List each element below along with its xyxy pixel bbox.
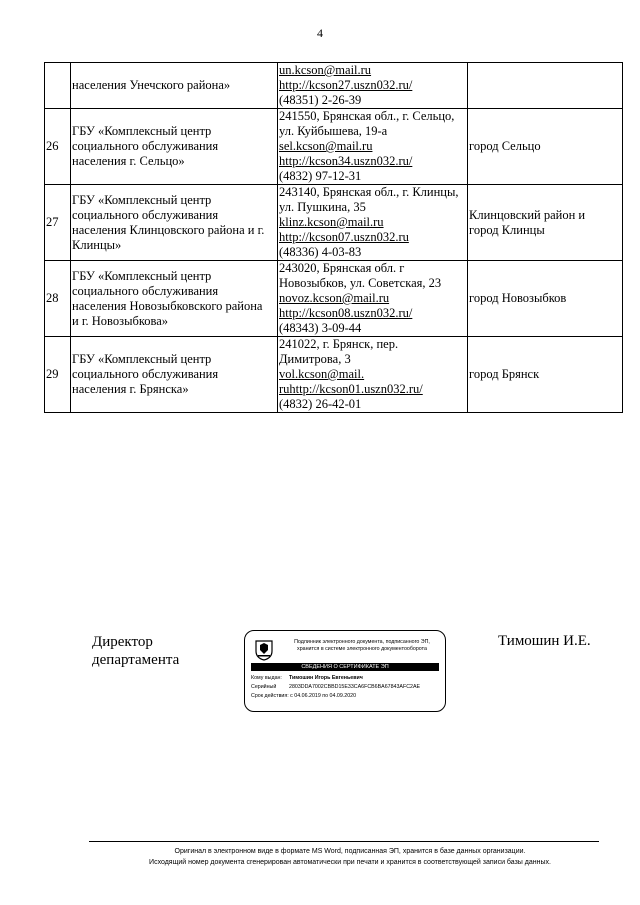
contact-line: 243020, Брянская обл. г xyxy=(279,261,405,275)
service-area-line: город Новозыбков xyxy=(469,291,567,305)
service-area-line: город Сельцо xyxy=(469,139,541,153)
contact-link[interactable]: klinz.kcson@mail.ru xyxy=(279,215,384,229)
contact-line: (4832) 26-42-01 xyxy=(279,397,362,411)
organization-cell xyxy=(71,63,278,109)
e-signature-stamp xyxy=(244,630,446,712)
page-number: 4 xyxy=(317,26,323,40)
stamp-validity: Срок действия: с 04.06.2019 по 04.09.2020 xyxy=(251,693,357,699)
organization-cell xyxy=(71,261,278,337)
role-line: Директор xyxy=(92,634,153,650)
contacts-table xyxy=(44,62,623,413)
contact-cell xyxy=(278,63,468,109)
footer-line: Исходящий номер документа сгенерирован автоматически при печати и хранится в соответствующей записи базы данных. xyxy=(149,859,551,866)
service-area-line: Клинцовский район и xyxy=(469,207,586,222)
footer-divider xyxy=(89,841,599,842)
organization-line: населения Клинцовского района и г. xyxy=(72,222,265,237)
row-number: 27 xyxy=(45,185,71,261)
signatory-role xyxy=(92,633,179,669)
contact-link[interactable]: http://kcson07.uszn032.ru xyxy=(279,230,409,244)
footer-note xyxy=(60,846,640,868)
contact-line: ул. Куйбышева, 19-а xyxy=(279,124,388,138)
contact-line: 243140, Брянская обл., г. Клинцы, xyxy=(279,185,459,199)
stamp-serial xyxy=(251,684,420,691)
service-area-cell xyxy=(468,337,623,413)
service-area-cell xyxy=(468,185,623,261)
contact-line: (4832) 97-12-31 xyxy=(279,169,362,183)
contact-link[interactable]: http://kcson08.uszn032.ru/ xyxy=(279,306,413,320)
serial-value: 2803DDA7002CBBD15E33CA6FCB6BA67843AFC2AE xyxy=(289,684,421,690)
contact-cell xyxy=(278,337,468,413)
organization-line: ГБУ «Комплексный центр xyxy=(72,124,212,138)
contact-line: Димитрова, 3 xyxy=(279,352,351,366)
issued-to-label: Кому выдан: xyxy=(251,675,282,681)
organization-line: населения г. Брянска» xyxy=(72,382,189,396)
footer-line: Оригинал в электронном виде в формате MS Word, подписанная ЭП, хранится в базе данных организации. xyxy=(174,848,526,855)
organization-cell xyxy=(71,337,278,413)
table-row xyxy=(45,185,623,261)
issued-to-value: Тимошин Игорь Евгеньевич xyxy=(289,675,363,681)
organization-line: населения Новозыбковского района xyxy=(72,298,263,313)
row-number: 26 xyxy=(45,109,71,185)
row-number xyxy=(45,63,71,109)
contact-cell xyxy=(278,261,468,337)
organization-line: социального обслуживания xyxy=(72,207,219,222)
contact-line: (48336) 4-03-83 xyxy=(279,245,362,259)
stamp-note-line: Подлинник электронного документа, подписанного ЭП, xyxy=(294,639,430,645)
contact-link[interactable]: ruhttp://kcson01.uszn032.ru/ xyxy=(279,382,423,396)
organization-line: социального обслуживания xyxy=(72,367,219,381)
stamp-header: СВЕДЕНИЯ О СЕРТИФИКАТЕ ЭП xyxy=(251,663,439,671)
stamp-issued-to xyxy=(251,675,363,682)
service-area-line: город Клинцы xyxy=(469,222,545,237)
contact-line: 241022, г. Брянск, пер. xyxy=(279,337,399,351)
service-area-cell xyxy=(468,261,623,337)
coat-of-arms-icon xyxy=(254,639,274,661)
table-row xyxy=(45,109,623,185)
contact-link[interactable]: vol.kcson@mail. xyxy=(279,367,365,381)
table-row xyxy=(45,337,623,413)
table-body xyxy=(45,63,623,413)
organization-line: ГБУ «Комплексный центр xyxy=(72,268,212,283)
contact-line: 241550, Брянская обл., г. Сельцо, xyxy=(279,109,455,123)
contact-link[interactable]: un.kcson@mail.ru xyxy=(279,63,372,77)
organization-line: населения г. Сельцо» xyxy=(72,154,185,168)
contact-link[interactable]: http://kcson27.uszn032.ru/ xyxy=(279,78,413,92)
contact-cell xyxy=(278,109,468,185)
serial-label: Серийный xyxy=(251,684,277,690)
table-row xyxy=(45,261,623,337)
organization-line: ГБУ «Комплексный центр xyxy=(72,192,212,207)
service-area-line: город Брянск xyxy=(469,367,540,381)
organization-line: Клинцы» xyxy=(72,237,122,252)
service-area-cell xyxy=(468,63,623,109)
stamp-note xyxy=(283,639,441,652)
contact-link[interactable]: sel.kcson@mail.ru xyxy=(279,139,373,153)
organization-cell xyxy=(71,109,278,185)
row-number: 28 xyxy=(45,261,71,337)
contact-line: ул. Пушкина, 35 xyxy=(279,200,366,214)
role-line: департамента xyxy=(92,652,180,668)
organization-line: и г. Новозыбкова» xyxy=(72,313,169,328)
contact-link[interactable]: http://kcson34.uszn032.ru/ xyxy=(279,154,413,168)
contact-cell xyxy=(278,185,468,261)
organization-line: социального обслуживания xyxy=(72,139,219,153)
stamp-note-line: хранится в системе электронного документооборота xyxy=(297,645,427,652)
service-area-cell xyxy=(468,109,623,185)
contact-line: Новозыбков, ул. Советская, 23 xyxy=(279,276,442,290)
signatory-name: Тимошин И.Е. xyxy=(498,633,591,649)
contact-line: (48343) 3-09-44 xyxy=(279,321,362,335)
organization-line: социального обслуживания xyxy=(72,283,219,298)
organization-line: ГБУ «Комплексный центр xyxy=(72,352,212,366)
table-row xyxy=(45,63,623,109)
contact-line: (48351) 2-26-39 xyxy=(279,93,362,107)
contact-link[interactable]: novoz.kcson@mail.ru xyxy=(279,291,390,305)
organization-cell xyxy=(71,185,278,261)
organization-line: населения Унечского района» xyxy=(72,78,231,92)
row-number: 29 xyxy=(45,337,71,413)
